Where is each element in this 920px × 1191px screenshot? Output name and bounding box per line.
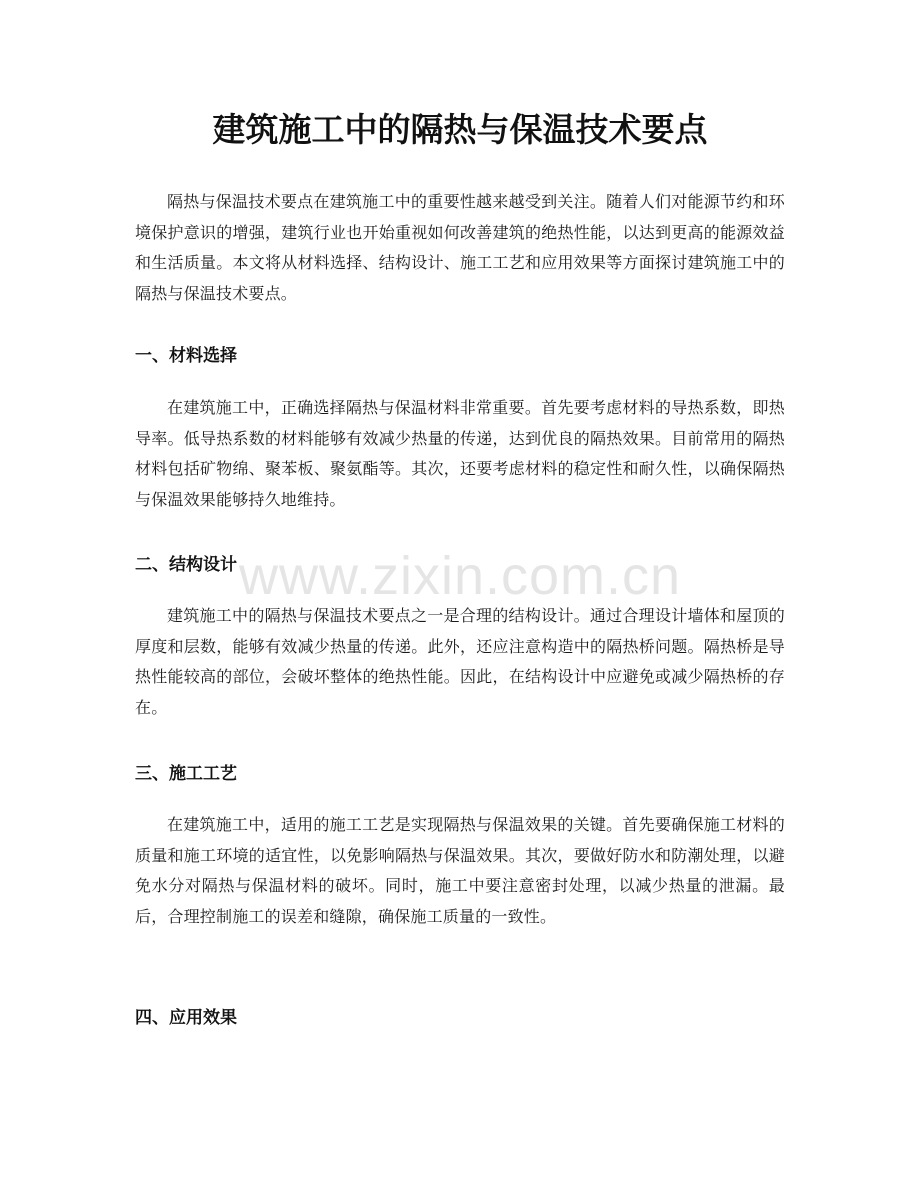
intro-section bbox=[135, 187, 785, 309]
section-body-structure bbox=[135, 601, 785, 723]
section-body-materials bbox=[135, 393, 785, 515]
structure-paragraph: 建筑施工中的隔热与保温技术要点之一是合理的结构设计。通过合理设计墙体和屋顶的厚度和层数，能够有效减少热量的传递。此外，还应注意构造中的隔热桥问题。隔热桥是导热性能较高的部位，会破坏整体的绝热性能。因此，在结构设计中应避免或减少隔热桥的存在。 bbox=[135, 606, 785, 717]
materials-paragraph: 在建筑施工中，正确选择隔热与保温材料非常重要。首先要考虑材料的导热系数，即热导率。低导热系数的材料能够有效减少热量的传递，达到优良的隔热效果。目前常用的隔热材料包括矿物绵、聚苯板、聚氨酯等。其次，还要考虑材料的稳定性和耐久性，以确保隔热与保温效果能够持久地维持。 bbox=[135, 398, 785, 509]
section-body-construction bbox=[135, 810, 785, 932]
section-heading-application: 四、应用效果 bbox=[135, 1008, 237, 1028]
document-title: 建筑施工中的隔热与保温技术要点 bbox=[212, 110, 708, 149]
construction-paragraph: 在建筑施工中，适用的施工工艺是实现隔热与保温效果的关键。首先要确保施工材料的质量和施工环境的适宜性，以免影响隔热与保温效果。其次，要做好防水和防潮处理，以避免水分对隔热与保温材料的破坏。同时，施工中要注意密封处理，以减少热量的泄漏。最后，合理控制施工的误差和缝隙，确保施工质量的一致性。 bbox=[135, 815, 785, 926]
section-heading-materials: 一、材料选择 bbox=[135, 346, 237, 366]
section-heading-construction: 三、施工工艺 bbox=[135, 764, 237, 784]
intro-paragraph: 隔热与保温技术要点在建筑施工中的重要性越来越受到关注。随着人们对能源节约和环境保护意识的增强，建筑行业也开始重视如何改善建筑的绝热性能，以达到更高的能源效益和生活质量。本文将从材料选择、结构设计、施工工艺和应用效果等方面探讨建筑施工中的隔热与保温技术要点。 bbox=[135, 192, 785, 303]
watermark: www.zixin.com.cn bbox=[238, 546, 682, 606]
section-heading-structure: 二、结构设计 bbox=[135, 555, 237, 575]
